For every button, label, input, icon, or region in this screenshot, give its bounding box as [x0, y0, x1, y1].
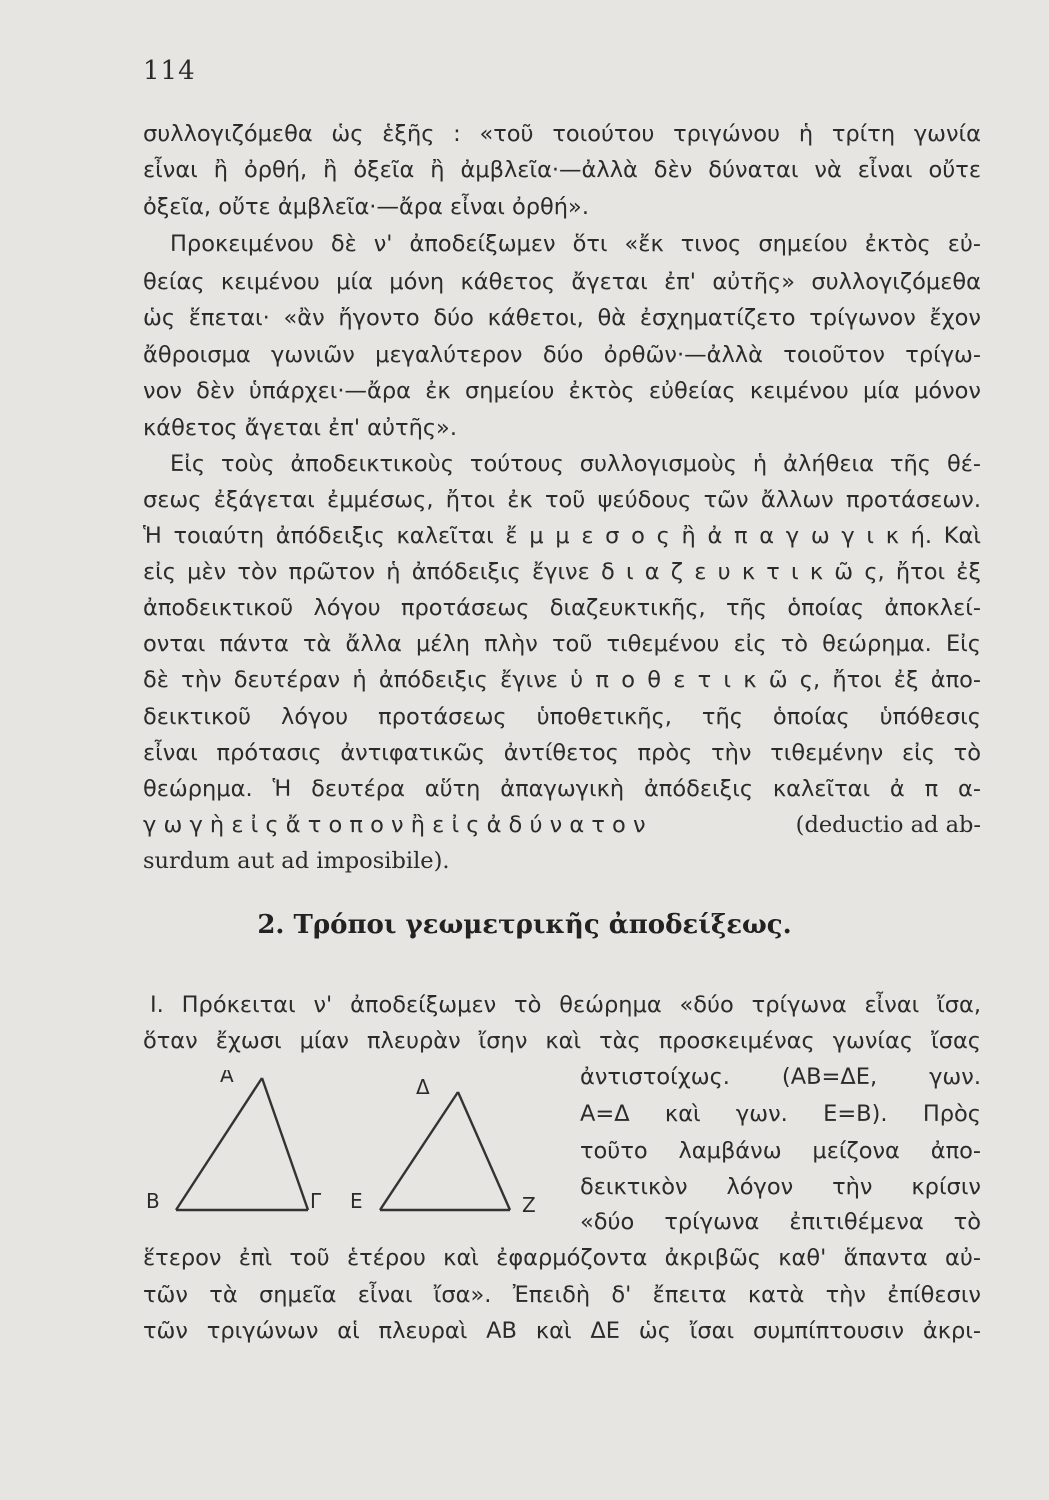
text-line: «δύο τρίγωνα ἐπιτιθέμενα τὸ	[580, 1209, 981, 1235]
greek-spaced-phrase: γ ω γ ὴ ε ἰ ς ἄ τ ο π ο ν ἢ ε ἰ ς ἀ δ ύ ν α τ ο ν	[143, 812, 646, 838]
vertex-label-g: Γ	[310, 1189, 322, 1213]
text-line: θεώρημα. Ἡ δευτέρα αὕτη ἀπαγωγικὴ ἀπόδειξις καλεῖται ἀ π α-	[143, 776, 981, 802]
vertex-label-d: Δ	[416, 1075, 430, 1099]
text-line: τοῦτο λαμβάνω μείζονα ἀπο-	[580, 1138, 981, 1164]
text-line: τῶν τριγώνων αἱ πλευραὶ ΑΒ καὶ ΔΕ ὡς ἴσαι συμπίπτουσιν ἀκρι-	[143, 1318, 981, 1344]
text-line: θείας κειμένου μία μόνη κάθετος ἄγεται ἐπ' αὐτῆς» συλλογιζόμεθα	[143, 269, 981, 295]
text-line: σεως ἐξάγεται ἐμμέσως, ἤτοι ἐκ τοῦ ψεύδους τῶν ἄλλων προτάσεων.	[143, 487, 981, 513]
text-line: ὀξεῖα, οὔτε ἀμβλεῖα·—ἄρα εἶναι ὀρθή».	[143, 194, 589, 220]
text-line: νον δὲν ὑπάρχει·—ἄρα ἐκ σημείου ἐκτὸς εὐθείας κειμένου μία μόνον	[143, 378, 981, 404]
latin-phrase: (deductio ad ab-	[795, 812, 981, 838]
text-line: ὅταν ἔχωσι μίαν πλευρὰν ἴσην καὶ τὰς προσκειμένας γωνίας ἴσας	[143, 1028, 981, 1054]
text-line: συλλογιζόμεθα ὡς ἑξῆς : «τοῦ τοιούτου τριγώνου ἡ τρίτη γωνία	[143, 121, 981, 147]
text-line-mixed	[143, 810, 981, 840]
section-heading: 2. Τρόποι γεωμετρικῆς ἀποδείξεως.	[257, 910, 792, 940]
text-line: ἕτερον ἐπὶ τοῦ ἑτέρου καὶ ἐφαρμόζοντα ἀκριβῶς καθ' ἅπαντα αὐ-	[143, 1245, 981, 1271]
text-line: ονται πάντα τὰ ἄλλα μέλη πλὴν τοῦ τιθεμένου εἰς τὸ θεώρημα. Εἰς	[143, 631, 981, 657]
vertex-label-a: Α	[220, 1070, 234, 1087]
triangles-figure	[140, 1070, 560, 1220]
vertex-label-b: Β	[146, 1189, 160, 1213]
text-line: δεικτικὸν λόγον τὴν κρίσιν	[580, 1174, 981, 1200]
page-number: 114	[143, 56, 196, 86]
text-line: Εἰς τοὺς ἀποδεικτικοὺς τούτους συλλογισμοὺς ἡ ἀλήθεια τῆς θέ-	[170, 451, 981, 477]
text-line: δὲ τὴν δευτέραν ἡ ἀπόδειξις ἔγινε ὑ π ο θ ε τ ι κ ῶ ς, ἤτοι ἐξ ἀπο-	[143, 667, 981, 693]
text-line: δεικτικοῦ λόγου προτάσεως ὑποθετικῆς, τῆς ὁποίας ὑπόθεσις	[143, 704, 981, 730]
text-line: Ἡ τοιαύτη ἀπόδειξις καλεῖται ἔ μ μ ε σ ο ς ἢ ἀ π α γ ω γ ι κ ή. Καὶ	[143, 523, 981, 549]
text-line: κάθετος ἄγεται ἐπ' αὐτῆς».	[143, 415, 457, 441]
text-line: εἰς μὲν τὸν πρῶτον ἡ ἀπόδειξις ἔγινε δ ι α ζ ε υ κ τ ι κ ῶ ς, ἤτοι ἐξ	[143, 559, 981, 585]
vertex-label-e: Ε	[350, 1189, 363, 1213]
latin-phrase: surdum aut ad imposibile).	[143, 848, 450, 874]
text-line: ἀποδεικτικοῦ λόγου προτάσεως διαζευκτικῆς, τῆς ὁποίας ἀποκλεί-	[143, 595, 981, 621]
text-line: Προκειμένου δὲ ν' ἀποδείξωμεν ὅτι «ἔκ τινος σημείου ἐκτὸς εὐ-	[170, 231, 981, 257]
vertex-label-z: Ζ	[522, 1193, 536, 1217]
text-line: Ι. Πρόκειται ν' ἀποδείξωμεν τὸ θεώρημα «δύο τρίγωνα εἶναι ἴσα,	[150, 992, 981, 1018]
text-line: εἶναι ἢ ὀρθή, ἢ ὀξεῖα ἢ ἀμβλεῖα·—ἀλλὰ δὲν δύναται νὰ εἶναι οὔτε	[143, 157, 981, 183]
text-line: Α=Δ καὶ γων. Ε=Β). Πρὸς	[580, 1101, 981, 1127]
text-line: ἀντιστοίχως. (ΑΒ=ΔΕ, γων.	[580, 1064, 981, 1090]
text-line: ὡς ἕπεται· «ἂν ἤγοντο δύο κάθετοι, θὰ ἐσχηματίζετο τρίγωνον ἔχον	[143, 305, 981, 331]
text-line: τῶν τὰ σημεῖα εἶναι ἴσα». Ἐπειδὴ δ' ἔπειτα κατὰ τὴν ἐπίθεσιν	[143, 1282, 981, 1308]
triangle-dez	[380, 1092, 510, 1210]
text-line: εἶναι πρότασις ἀντιφατικῶς ἀντίθετος πρὸς τὴν τιθεμένην εἰς τὸ	[143, 740, 981, 766]
text-line: ἄθροισμα γωνιῶν μεγαλύτερον δύο ὀρθῶν·—ἀλλὰ τοιοῦτον τρίγω-	[143, 342, 981, 368]
triangle-abg	[176, 1078, 308, 1210]
